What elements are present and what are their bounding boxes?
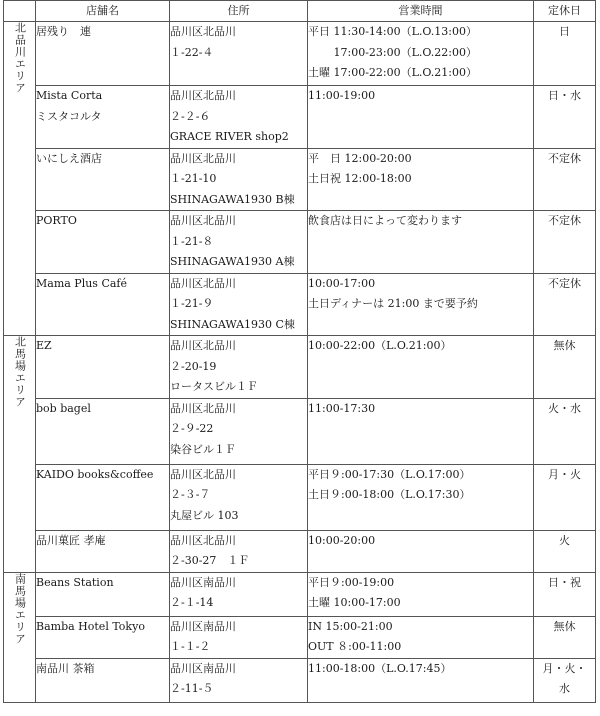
shop-address-line: SHINAGAWA1930 B棟 — [170, 192, 295, 206]
shop-hours — [308, 464, 534, 530]
shop-table-body — [4, 22, 596, 703]
shop-holiday — [534, 658, 596, 702]
shop-name-line: bob bagel — [36, 401, 91, 415]
shop-name-line: PORTO — [36, 214, 77, 227]
shop-hours — [308, 398, 534, 464]
shop-address-line: 品川区北品川 — [170, 401, 236, 415]
shop-hours-line: OUT ８:00-11:00 — [308, 640, 402, 653]
shop-name — [36, 530, 170, 572]
shop-address-line: 品川区南品川 — [170, 661, 236, 675]
shop-hours-line: 飲食店は日によって変わります — [308, 214, 462, 227]
shop-address-line: ２-９-22 — [170, 422, 214, 435]
shop-holiday-line: 不定休 — [548, 214, 581, 227]
shop-hours — [308, 616, 534, 658]
area-label: 北品川エリア — [13, 22, 27, 94]
shop-address — [170, 336, 308, 399]
shop-holiday — [534, 22, 596, 86]
shop-hours — [308, 658, 534, 702]
shop-name-line: EZ — [36, 339, 52, 352]
shop-hours — [308, 530, 534, 572]
shop-address — [170, 273, 308, 336]
shop-holiday-line: 火 — [559, 533, 570, 547]
shop-name-line: Bamba Hotel Tokyo — [36, 619, 145, 633]
header-hours: 営業時間 — [308, 1, 534, 22]
shop-hours-line: 土曜 17:00-22:00（L.O.21:00） — [308, 66, 477, 79]
shop-hours-line: IN 15:00-21:00 — [308, 619, 393, 633]
shop-holiday — [534, 530, 596, 572]
table-row — [4, 530, 596, 572]
shop-address-line: １-21-８ — [170, 234, 214, 248]
shop-name-line: Mista Corta — [36, 89, 103, 102]
table-row — [4, 211, 596, 274]
shop-name-line: いにしえ酒店 — [36, 151, 102, 165]
shop-address-line: 品川区北品川 — [170, 339, 236, 352]
shop-address-line: GRACE RIVER shop2 — [170, 130, 289, 143]
shop-name-line: 南品川 茶箱 — [36, 661, 95, 675]
shop-holiday-line: 無休 — [553, 619, 576, 633]
shop-address — [170, 22, 308, 86]
shop-name-line: Mama Plus Café — [36, 276, 128, 290]
area-label-cell — [4, 22, 36, 336]
shop-hours-line: 平日９:00-19:00 — [308, 575, 395, 589]
shop-name-line: Beans Station — [36, 575, 114, 589]
shop-name — [36, 616, 170, 658]
shop-hours-line: 土日祝 12:00-18:00 — [308, 172, 412, 185]
shop-address — [170, 658, 308, 702]
shop-name-line: 品川菓匠 孝庵 — [36, 533, 106, 547]
area-label: 南馬場エリア — [13, 572, 27, 645]
shop-holiday-line: 日・水 — [548, 89, 581, 102]
shop-hours-line: 土日９:00-18:00（L.O.17:30） — [308, 488, 471, 501]
shop-hours-line: 平 日 12:00-20:00 — [308, 151, 412, 165]
shop-hours — [308, 572, 534, 616]
table-row — [4, 148, 596, 211]
shop-address-line: 丸屋ビル 103 — [170, 508, 239, 522]
table-header-row — [4, 1, 596, 22]
shop-name — [36, 22, 170, 86]
area-label: 北馬場エリア — [13, 336, 27, 408]
shop-name — [36, 211, 170, 274]
shop-name — [36, 336, 170, 399]
shop-hours — [308, 336, 534, 399]
shop-hours-line: 10:00-22:00（L.O.21:00） — [308, 339, 452, 352]
shop-address — [170, 211, 308, 274]
shop-address-line: 品川区北品川 — [170, 89, 236, 102]
shop-address-line: １-21-９ — [170, 297, 214, 310]
shop-address-line: ロータスビル１Ｆ — [170, 380, 258, 393]
shop-name — [36, 398, 170, 464]
shop-hours-line: 11:00-19:00 — [308, 89, 376, 102]
table-row — [4, 336, 596, 399]
shop-holiday — [534, 616, 596, 658]
shop-address-line: １-22-４ — [170, 45, 214, 59]
shop-hours-line: 11:00-18:00（L.O.17:45） — [308, 661, 452, 675]
shop-hours — [308, 22, 534, 86]
shop-holiday — [534, 148, 596, 211]
shop-hours-line: 平日９:00-17:30（L.O.17:00） — [308, 467, 471, 481]
area-label-cell — [4, 572, 36, 702]
shop-name — [36, 464, 170, 530]
shop-name — [36, 148, 170, 211]
shop-name — [36, 658, 170, 702]
shop-address — [170, 398, 308, 464]
shop-hours-line: 平日 11:30-14:00（L.O.13:00） — [308, 25, 477, 38]
shop-address-line: 品川区北品川 — [170, 151, 236, 165]
shop-hours — [308, 86, 534, 149]
shop-address — [170, 572, 308, 616]
shop-name-line: 居残り 連 — [36, 25, 91, 38]
shop-holiday — [534, 86, 596, 149]
table-row — [4, 86, 596, 149]
shop-holiday-line: 不定休 — [548, 151, 581, 165]
shop-holiday-line: 火・水 — [548, 401, 581, 415]
shop-hours-line: 土曜 10:00-17:00 — [308, 596, 401, 609]
shop-address-line: 品川区北品川 — [170, 533, 236, 547]
shop-holiday-line: 日 — [559, 25, 570, 38]
header-holiday: 定休日 — [534, 1, 596, 22]
shop-address — [170, 530, 308, 572]
table-row — [4, 273, 596, 336]
shop-address-line: 品川区北品川 — [170, 25, 236, 38]
header-area — [4, 1, 36, 22]
shop-address — [170, 616, 308, 658]
shop-holiday — [534, 398, 596, 464]
table-row — [4, 22, 596, 86]
shop-hours — [308, 273, 534, 336]
shop-holiday — [534, 464, 596, 530]
area-label-cell — [4, 336, 36, 573]
table-row — [4, 398, 596, 464]
shop-address-line: SHINAGAWA1930 A棟 — [170, 255, 295, 268]
shop-address-line: ２-20-19 — [170, 359, 217, 373]
table-row — [4, 572, 596, 616]
shop-holiday-line: 月・火 — [548, 467, 581, 481]
table-row — [4, 658, 596, 702]
shop-holiday — [534, 211, 596, 274]
shop-table — [3, 0, 596, 703]
header-shop-name: 店舗名 — [36, 1, 170, 22]
shop-address — [170, 86, 308, 149]
shop-holiday-line: 日・祝 — [548, 575, 581, 589]
shop-address-line: ２-11-５ — [170, 682, 214, 695]
shop-holiday — [534, 336, 596, 399]
shop-hours — [308, 148, 534, 211]
shop-name — [36, 86, 170, 149]
table-row — [4, 464, 596, 530]
shop-name-line: ミスタコルタ — [36, 109, 102, 123]
shop-address-line: SHINAGAWA1930 C棟 — [170, 317, 295, 331]
shop-holiday-line: 月・火・ — [542, 661, 587, 675]
shop-address-line: ２-２-６ — [170, 109, 211, 123]
shop-address-line: 品川区北品川 — [170, 276, 236, 290]
shop-address-line: ２-３-７ — [170, 488, 211, 501]
shop-address-line: 品川区北品川 — [170, 214, 236, 227]
shop-name — [36, 273, 170, 336]
shop-address-line: 品川区北品川 — [170, 467, 236, 481]
shop-hours — [308, 211, 534, 274]
shop-address-line: 品川区南品川 — [170, 575, 236, 589]
shop-holiday-line: 不定休 — [548, 276, 581, 290]
shop-hours-line: 10:00-17:00 — [308, 276, 376, 290]
table-row — [4, 616, 596, 658]
shop-address-line: 品川区南品川 — [170, 619, 236, 633]
shop-address-line: ２-30-27 １Ｆ — [170, 554, 250, 567]
shop-name-line: KAIDO books&coffee — [36, 467, 154, 481]
shop-hours-line: 17:00-23:00（L.O.22:00） — [308, 45, 477, 59]
shop-holiday — [534, 572, 596, 616]
shop-address-line: ２-１-14 — [170, 596, 214, 609]
shop-hours-line: 土日ディナーは 21:00 まで要予約 — [308, 297, 478, 310]
shop-holiday-line: 水 — [559, 682, 570, 695]
shop-address — [170, 464, 308, 530]
shop-address-line: １-21-10 — [170, 172, 217, 185]
shop-address-line: 染谷ビル１Ｆ — [170, 442, 236, 456]
shop-holiday — [534, 273, 596, 336]
header-address: 住所 — [170, 1, 308, 22]
shop-hours-line: 10:00-20:00 — [308, 533, 376, 547]
shop-address — [170, 148, 308, 211]
shop-address-line: １-１-２ — [170, 640, 211, 653]
shop-name — [36, 572, 170, 616]
shop-hours-line: 11:00-17:30 — [308, 401, 376, 415]
shop-holiday-line: 無休 — [553, 339, 576, 352]
